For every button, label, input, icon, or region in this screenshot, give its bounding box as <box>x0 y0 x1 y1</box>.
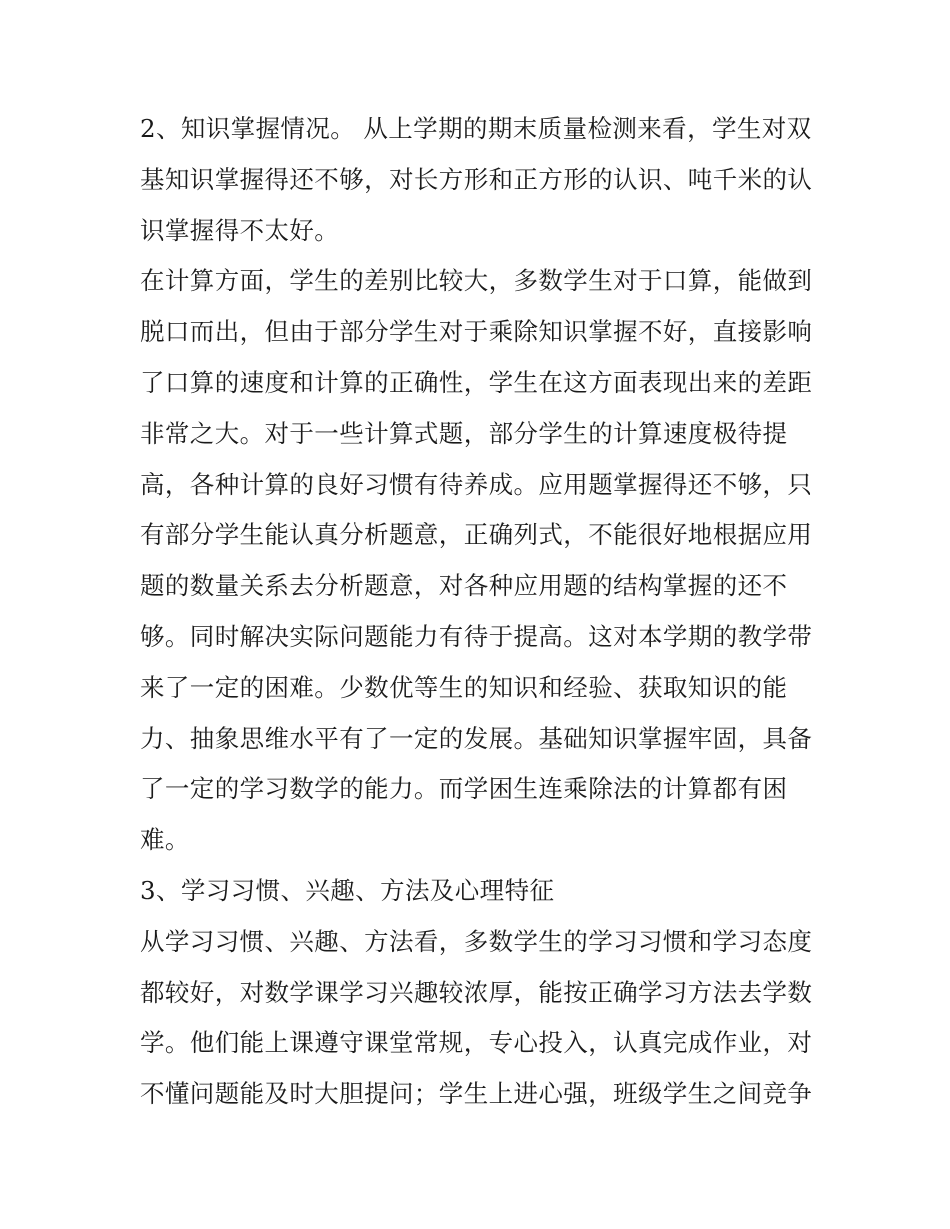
text-line: 了口算的速度和计算的正确性，学生在这方面表现出来的差距 <box>140 367 813 397</box>
text-line: 2、知识掌握情况。 从上学期的期末质量检测来看，学生对双 <box>140 114 812 143</box>
text-line: 来了一定的困难。少数优等生的知识和经验、获取知识的能 <box>140 672 788 702</box>
paragraph-knowledge-mastery <box>140 104 820 256</box>
text-line: 从学习习惯、兴趣、方法看，多数学生的学习习惯和学习态度 <box>140 926 813 956</box>
paragraph-habits <box>140 917 820 1120</box>
text-line: 基知识掌握得还不够，对长方形和正方形的认识、吨千米的认 <box>140 164 813 194</box>
text-line: 都较好，对数学课学习兴趣较浓厚，能按正确学习方法去学数 <box>140 977 813 1007</box>
paragraph-calculation <box>140 256 820 866</box>
section-heading-habits <box>140 866 820 917</box>
text-line: 题的数量关系去分析题意，对各种应用题的结构掌握的还不 <box>140 571 788 601</box>
section-heading: 3、学习习惯、兴趣、方法及心理特征 <box>140 875 555 905</box>
text-line: 识掌握得不太好。 <box>140 215 340 245</box>
text-line: 脱口而出，但由于部分学生对于乘除知识掌握不好，直接影响 <box>140 317 813 347</box>
text-line: 力、抽象思维水平有了一定的发展。基础知识掌握牢固，具备 <box>140 723 813 753</box>
document-body <box>140 104 820 1120</box>
text-line: 在计算方面，学生的差别比较大，多数学生对于口算，能做到 <box>140 266 813 296</box>
text-line: 难。 <box>140 825 190 855</box>
text-line: 非常之大。对于一些计算式题，部分学生的计算速度极待提 <box>140 418 788 448</box>
text-line: 有部分学生能认真分析题意，正确列式，不能很好地根据应用 <box>140 520 813 550</box>
text-line: 学。他们能上课遵守课堂常规，专心投入，认真完成作业，对 <box>140 1028 813 1058</box>
text-line: 够。同时解决实际问题能力有待于提高。这对本学期的教学带 <box>140 621 813 651</box>
text-line: 不懂问题能及时大胆提问；学生上进心强，班级学生之间竞争 <box>140 1079 813 1109</box>
text-line: 高，各种计算的良好习惯有待养成。应用题掌握得还不够，只 <box>140 469 813 499</box>
text-line: 了一定的学习数学的能力。而学困生连乘除法的计算都有困 <box>140 774 788 804</box>
